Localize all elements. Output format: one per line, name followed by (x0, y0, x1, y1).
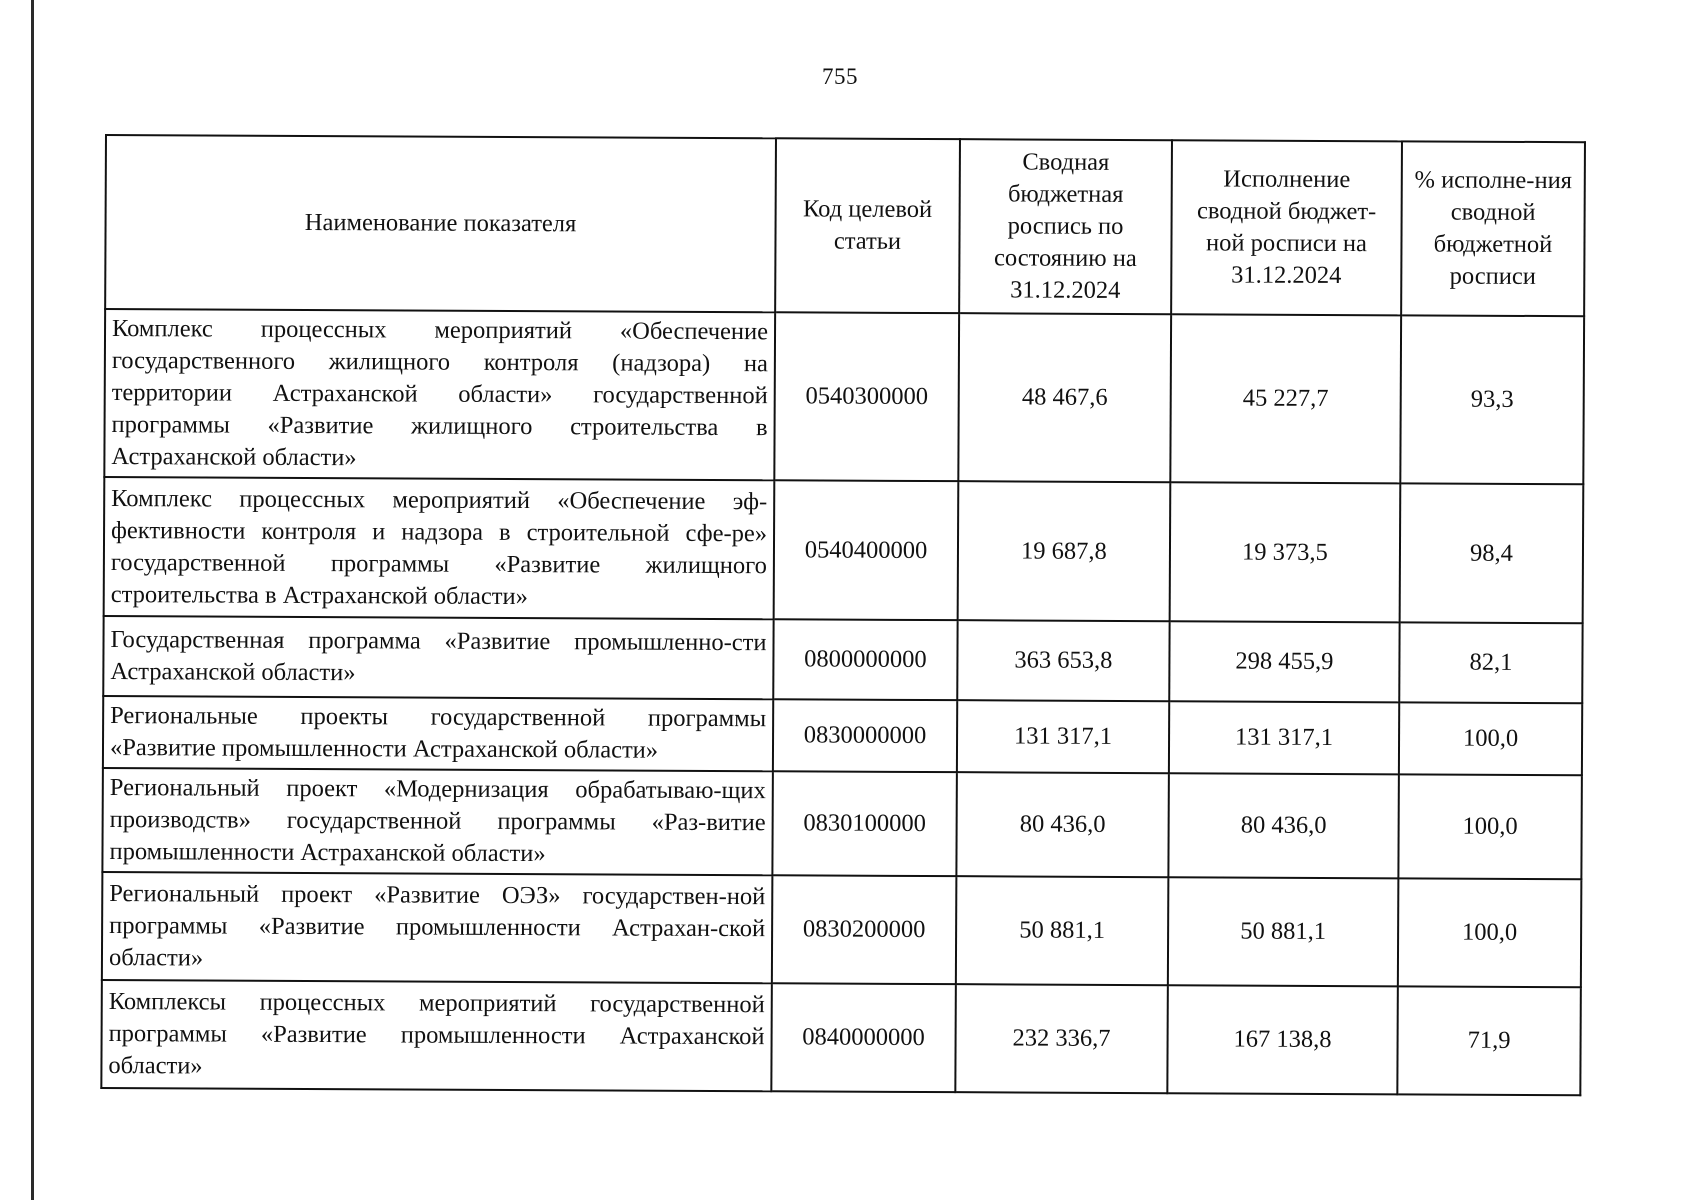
indicator-name-cell: Комплекс процессных мероприятий «Обеспечение государственного жилищного контроля (надзора) на территории Астраханской области» государственной программы «Развитие жилищного строительства в Астраханской области» (104, 309, 775, 480)
table-header-row (105, 135, 1585, 316)
indicator-name-cell: Региональный проект «Развитие ОЭЗ» государствен-ной программы «Развитие промышленности Астрахан-ской области» (102, 872, 773, 983)
table-row (103, 616, 1582, 703)
table-row (102, 872, 1582, 987)
budget-plan-cell: 232 336,7 (955, 984, 1168, 1093)
budget-plan-cell: 50 881,1 (956, 876, 1169, 985)
indicator-name-cell: Комплексы процессных мероприятий государственной программы «Развитие промышленности Астраханской области» (101, 980, 772, 1091)
target-code-cell: 0540300000 (774, 312, 959, 481)
budget-plan-cell: 48 467,6 (958, 313, 1171, 482)
budget-plan-cell: 80 436,0 (956, 772, 1169, 877)
table-row (103, 696, 1582, 775)
scan-edge-line (31, 0, 34, 1200)
budget-execution-cell: 167 138,8 (1167, 985, 1398, 1094)
budget-plan-cell: 363 653,8 (957, 620, 1169, 701)
execution-percent-cell: 82,1 (1399, 622, 1582, 703)
budget-execution-cell: 45 227,7 (1170, 314, 1401, 483)
header-budget-execution: Исполнение сводной бюджет-ной росписи на 31.12.2024 (1171, 140, 1402, 315)
execution-percent-cell: 100,0 (1399, 702, 1582, 775)
indicator-name-cell: Региональный проект «Модернизация обрабатываю-щих производств» государственной программы «Раз-витие промышленности Астраханской области» (102, 768, 773, 875)
header-budget-plan: Сводная бюджетная роспись по состоянию на 31.12.2024 (959, 139, 1172, 314)
budget-execution-table (100, 134, 1586, 1096)
budget-plan-cell: 19 687,8 (958, 481, 1171, 621)
page-number: 755 (822, 64, 858, 89)
budget-execution-cell: 298 455,9 (1169, 621, 1399, 702)
table-row (104, 309, 1584, 484)
header-target-code: Код целевой статьи (775, 138, 960, 313)
budget-execution-cell: 131 317,1 (1169, 701, 1399, 774)
target-code-cell: 0830000000 (773, 699, 957, 772)
target-code-cell: 0800000000 (773, 619, 957, 700)
budget-plan-cell: 131 317,1 (957, 700, 1169, 773)
execution-percent-cell: 98,4 (1400, 483, 1584, 623)
target-code-cell: 0830100000 (772, 771, 957, 876)
budget-execution-cell: 80 436,0 (1168, 773, 1399, 878)
indicator-name-cell: Государственная программа «Развитие промышленно-сти Астраханской области» (103, 616, 773, 699)
indicator-name-cell: Комплекс процессных мероприятий «Обеспечение эф-фективности контроля и надзора в строительной сфе-ре» государственной программы «Развитие жилищного строительства в Астраханской области» (104, 477, 775, 619)
target-code-cell: 0540400000 (774, 480, 959, 620)
target-code-cell: 0830200000 (772, 875, 957, 984)
header-indicator-name: Наименование показателя (105, 135, 776, 312)
table-row (102, 768, 1581, 879)
execution-percent-cell: 100,0 (1398, 878, 1582, 987)
table-row (104, 477, 1584, 623)
indicator-name-cell: Региональные проекты государственной программы «Развитие промышленности Астраханской области» (103, 696, 773, 771)
budget-execution-cell: 19 373,5 (1170, 482, 1401, 622)
execution-percent-cell: 71,9 (1397, 986, 1581, 1095)
execution-percent-cell: 100,0 (1398, 774, 1582, 879)
table-row (101, 980, 1581, 1095)
budget-execution-cell: 50 881,1 (1168, 877, 1399, 986)
target-code-cell: 0840000000 (771, 983, 956, 1092)
header-execution-percent: % исполне-ния сводной бюджетной росписи (1401, 141, 1585, 316)
execution-percent-cell: 93,3 (1400, 315, 1584, 484)
